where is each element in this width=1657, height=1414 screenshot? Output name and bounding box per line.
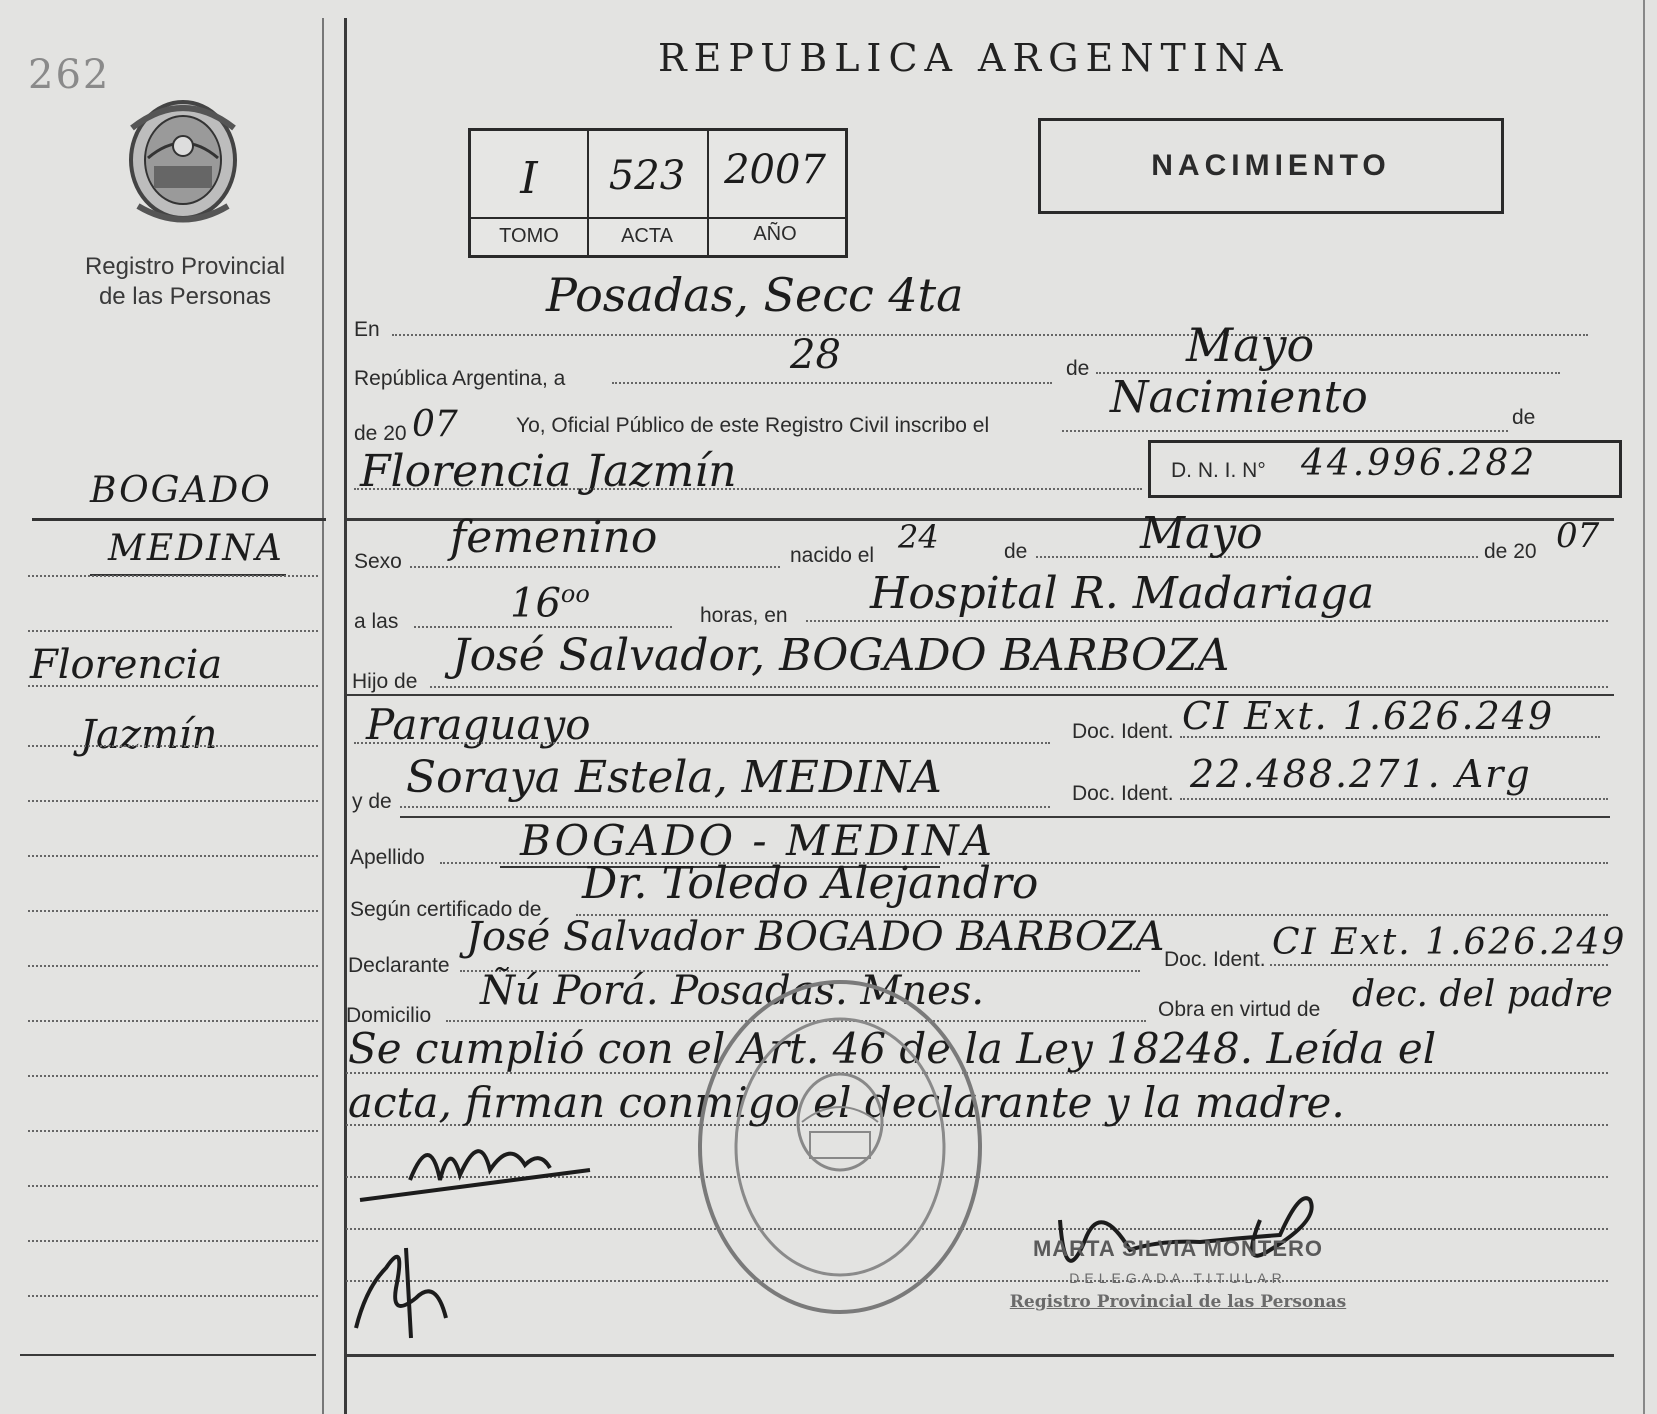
- inscribe-value: Nacimiento: [1110, 372, 1368, 423]
- segun-value: Dr. Toledo Alejandro: [582, 858, 1039, 909]
- act-type: NACIMIENTO: [1151, 149, 1391, 182]
- declarante-value: José Salvador BOGADO BARBOZA: [466, 914, 1165, 960]
- month-value: Mayo: [1186, 318, 1315, 372]
- name-value: Florencia Jazmín: [360, 446, 737, 497]
- acta-label: ACTA: [621, 225, 673, 247]
- declarante-doc-label: Doc. Ident.: [1164, 948, 1266, 971]
- signature-declarant-icon: [350, 1110, 650, 1220]
- declarante-label: Declarante: [348, 954, 450, 977]
- father-doc: CI Ext. 1.626.249: [1182, 694, 1555, 738]
- notes-line-1: Se cumplió con el Art. 46 de la Ley 18248. Leída el: [348, 1024, 1437, 1073]
- margin-surname-1: BOGADO: [90, 470, 272, 511]
- hour-value: [510, 580, 590, 626]
- oficial-text: Yo, Oficial Público de este Registro Civil inscribo el: [516, 414, 990, 437]
- column-divider-shadow: [322, 18, 324, 1414]
- margin-name-2: Jazmín: [80, 712, 218, 758]
- mother-doc-label: Doc. Ident.: [1072, 782, 1174, 805]
- signature-mother-icon: [346, 1228, 476, 1348]
- tomo-label: TOMO: [499, 225, 559, 247]
- de-label-2: de: [1512, 406, 1536, 429]
- official-seal-icon: [690, 972, 990, 1322]
- sexo-value: femenino: [450, 512, 658, 563]
- page-edge-right: [1643, 0, 1645, 1414]
- segun-label: Según certificado de: [350, 898, 542, 921]
- official-stamp: [948, 1236, 1408, 1312]
- mother-doc: 22.488.271. Arg: [1190, 752, 1532, 796]
- domicilio-label: Domicilio: [346, 1004, 432, 1027]
- official-role: DELEGADA TITULAR: [1069, 1270, 1287, 1286]
- birth-day: 24: [898, 518, 939, 556]
- en-label: En: [354, 318, 380, 341]
- hour-superscript: oo: [560, 580, 590, 608]
- year-prefix: de 20: [354, 422, 407, 445]
- day-value: 28: [790, 332, 841, 378]
- domicilio-value: Ñú Porá. Posadas. Mnes.: [480, 968, 985, 1014]
- birth-place: Hospital R. Madariaga: [870, 568, 1375, 619]
- column-divider-left: [344, 18, 347, 1414]
- margin-name-1: Florencia: [30, 642, 223, 688]
- tomo-value: I: [520, 153, 538, 204]
- de-label: de: [1066, 357, 1090, 380]
- agency-name: [60, 252, 310, 312]
- apellido-label: Apellido: [350, 846, 425, 869]
- dni-value: 44.996.282: [1301, 443, 1538, 484]
- mother-name: Soraya Estela, MEDINA: [406, 752, 942, 803]
- acta-value: 523: [608, 153, 686, 199]
- father-doc-label: Doc. Ident.: [1072, 720, 1174, 743]
- yde-label: y de: [352, 790, 392, 813]
- page-number: 262: [28, 52, 111, 98]
- birth-year: 07: [1556, 516, 1600, 556]
- dni-label: D. N. I. N°: [1171, 459, 1266, 482]
- alas-label: a las: [354, 610, 399, 633]
- margin-surname-2: MEDINA: [108, 528, 284, 569]
- dni-box: [1148, 440, 1622, 498]
- agency-line-1: Registro Provincial: [84, 253, 286, 280]
- obra-label: Obra en virtud de: [1158, 998, 1321, 1021]
- republica-label: República Argentina, a: [354, 367, 566, 390]
- birth-month: Mayo: [1140, 508, 1263, 559]
- horas-label: horas, en: [700, 604, 788, 627]
- year-value: 07: [412, 404, 458, 445]
- hijo-label: Hijo de: [352, 670, 418, 693]
- official-name: MARTA SILVIA MONTERO: [1032, 1236, 1324, 1261]
- anio-value: 2007: [724, 147, 826, 193]
- official-agency: Registro Provincial de las Personas: [1009, 1292, 1347, 1312]
- notes-line-2: acta, firman conmigo el declarante y la madre.: [348, 1078, 1345, 1127]
- provincial-emblem-icon: [118, 88, 248, 228]
- apellido-value: BOGADO - MEDINA: [520, 816, 995, 865]
- obra-value: dec. del padre: [1352, 974, 1613, 1015]
- nacido-label: nacido el: [790, 544, 875, 567]
- father-name: José Salvador, BOGADO BARBOZA: [452, 630, 1230, 681]
- agency-line-2: de las Personas: [98, 283, 272, 310]
- sexo-label: Sexo: [354, 550, 402, 573]
- hour-number: 16: [510, 580, 561, 627]
- declarante-doc: CI Ext. 1.626.249: [1272, 922, 1627, 963]
- en-value: Posadas, Secc 4ta: [546, 268, 964, 322]
- birth-year-prefix: de 20: [1484, 540, 1537, 563]
- record-box: [468, 128, 848, 258]
- anio-label: AÑO: [753, 223, 797, 245]
- de-label-3: de: [1004, 540, 1028, 563]
- country-title: REPUBLICA ARGENTINA: [658, 36, 1290, 80]
- act-type-box: [1038, 118, 1504, 214]
- father-nationality: Paraguayo: [366, 700, 591, 749]
